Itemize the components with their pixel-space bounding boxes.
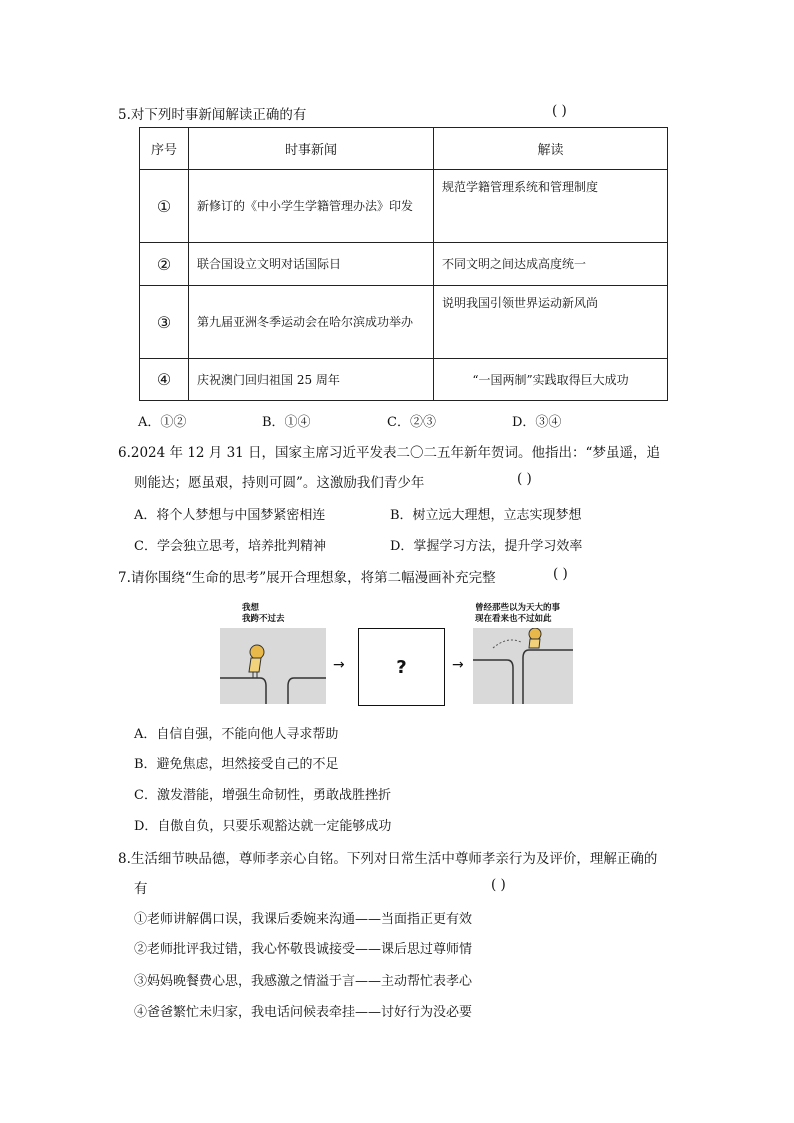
arrow-right-icon: → bbox=[452, 657, 464, 673]
header-news: 时事新闻 bbox=[189, 128, 434, 170]
q5-option-a[interactable]: A．①② bbox=[138, 415, 187, 430]
row-number: ① bbox=[140, 170, 189, 243]
comic-caption-3 bbox=[475, 603, 560, 625]
table-row bbox=[140, 359, 668, 401]
row-reading: 不同文明之间达成高度统一 bbox=[434, 243, 668, 286]
comic-caption-3-line1: 曾经那些以为天大的事 bbox=[475, 603, 561, 613]
q8-item-2: ②老师批评我过错，我心怀敬畏诚接受——课后思过尊师情 bbox=[134, 942, 473, 957]
q6-option-a[interactable]: A．将个人梦想与中国梦紧密相连 bbox=[134, 508, 326, 523]
header-reading: 解读 bbox=[434, 128, 668, 170]
row-reading: 规范学籍管理系统和管理制度 bbox=[434, 170, 668, 243]
q7-option-d[interactable]: D．自傲自负，只要乐观豁达就一定能够成功 bbox=[134, 819, 392, 834]
q6-stem-line1: 6.2024 年 12 月 31 日，国家主席习近平发表二〇二五年新年贺词。他指出：“梦虽遥，追 bbox=[118, 445, 660, 461]
q6-option-c[interactable]: C．学会独立思考，培养批判精神 bbox=[134, 539, 326, 554]
row-news: 第九届亚洲冬季运动会在哈尔滨成功举办 bbox=[189, 286, 434, 359]
news-table bbox=[139, 127, 668, 401]
q8-stem-line2: 有 bbox=[134, 881, 148, 897]
q7-stem: 7.请你围绕“生命的思考”展开合理想象，将第二幅漫画补充完整 bbox=[118, 570, 496, 586]
row-news: 新修订的《中小学生学籍管理办法》印发 bbox=[189, 170, 434, 243]
row-reading: “一国两制”实践取得巨大成功 bbox=[434, 359, 668, 401]
comic-caption-1 bbox=[242, 603, 285, 625]
q5-option-d[interactable]: D．③④ bbox=[512, 415, 562, 430]
q8-answer-paren[interactable]: ( ) bbox=[491, 877, 506, 893]
row-number: ③ bbox=[140, 286, 189, 359]
q8-item-4: ④爸爸繁忙未归家，我电话问候表牵挂——讨好行为没必要 bbox=[134, 1005, 473, 1020]
row-reading: 说明我国引领世界运动新风尚 bbox=[434, 286, 668, 359]
comic-panel-2 bbox=[358, 628, 445, 706]
girl-at-cliff-illustration bbox=[220, 628, 326, 704]
comic-caption-3-line2: 现在看来也不过如此 bbox=[475, 614, 552, 624]
comic-panel-1 bbox=[220, 628, 326, 704]
q6-option-b[interactable]: B．树立远大理想，立志实现梦想 bbox=[390, 508, 582, 523]
q8-item-1: ①老师讲解偶口误，我课后委婉来沟通——当面指正更有效 bbox=[134, 912, 473, 927]
row-number: ④ bbox=[140, 359, 189, 401]
table-row bbox=[140, 243, 668, 286]
comic-caption-1-line1: 我想 bbox=[242, 603, 260, 613]
q7-option-b[interactable]: B．避免焦虑，坦然接受自己的不足 bbox=[134, 757, 339, 772]
q5-option-b[interactable]: B．①④ bbox=[262, 415, 311, 430]
q5-stem: 5.对下列时事新闻解读正确的有 bbox=[118, 107, 307, 123]
q6-stem-line2: 则能达；愿虽艰，持则可圆”。这激励我们青少年 bbox=[134, 475, 425, 491]
comic-panel-3 bbox=[473, 628, 573, 704]
q5-option-c[interactable]: C．②③ bbox=[387, 415, 436, 430]
q6-option-d[interactable]: D．掌握学习方法，提升学习效率 bbox=[390, 539, 583, 554]
header-number: 序号 bbox=[140, 128, 189, 170]
q7-option-a[interactable]: A．自信自强，不能向他人寻求帮助 bbox=[134, 727, 339, 742]
row-news: 庆祝澳门回归祖国 25 周年 bbox=[189, 359, 434, 401]
comic-caption-1-line2: 我跨不过去 bbox=[242, 614, 285, 624]
table-row bbox=[140, 286, 668, 359]
q8-item-3: ③妈妈晚餐费心思，我感激之情溢于言——主动帮忙表孝心 bbox=[134, 974, 473, 989]
row-news: 联合国设立文明对话国际日 bbox=[189, 243, 434, 286]
row-number: ② bbox=[140, 243, 189, 286]
arrow-right-icon: → bbox=[333, 657, 345, 673]
girl-crossed-gap-illustration bbox=[473, 628, 573, 704]
q6-answer-paren[interactable]: ( ) bbox=[517, 471, 532, 487]
table-header-row bbox=[140, 128, 668, 170]
question-mark: ? bbox=[396, 656, 407, 678]
q5-answer-paren[interactable]: ( ) bbox=[552, 103, 567, 119]
q8-stem-line1: 8.生活细节映品德，尊师孝亲心自铭。下列对日常生活中尊师孝亲行为及评价，理解正确的 bbox=[118, 851, 658, 867]
q7-answer-paren[interactable]: ( ) bbox=[553, 566, 568, 582]
q7-option-c[interactable]: C．激发潜能，增强生命韧性，勇敢战胜挫折 bbox=[134, 788, 391, 803]
table-row bbox=[140, 170, 668, 243]
